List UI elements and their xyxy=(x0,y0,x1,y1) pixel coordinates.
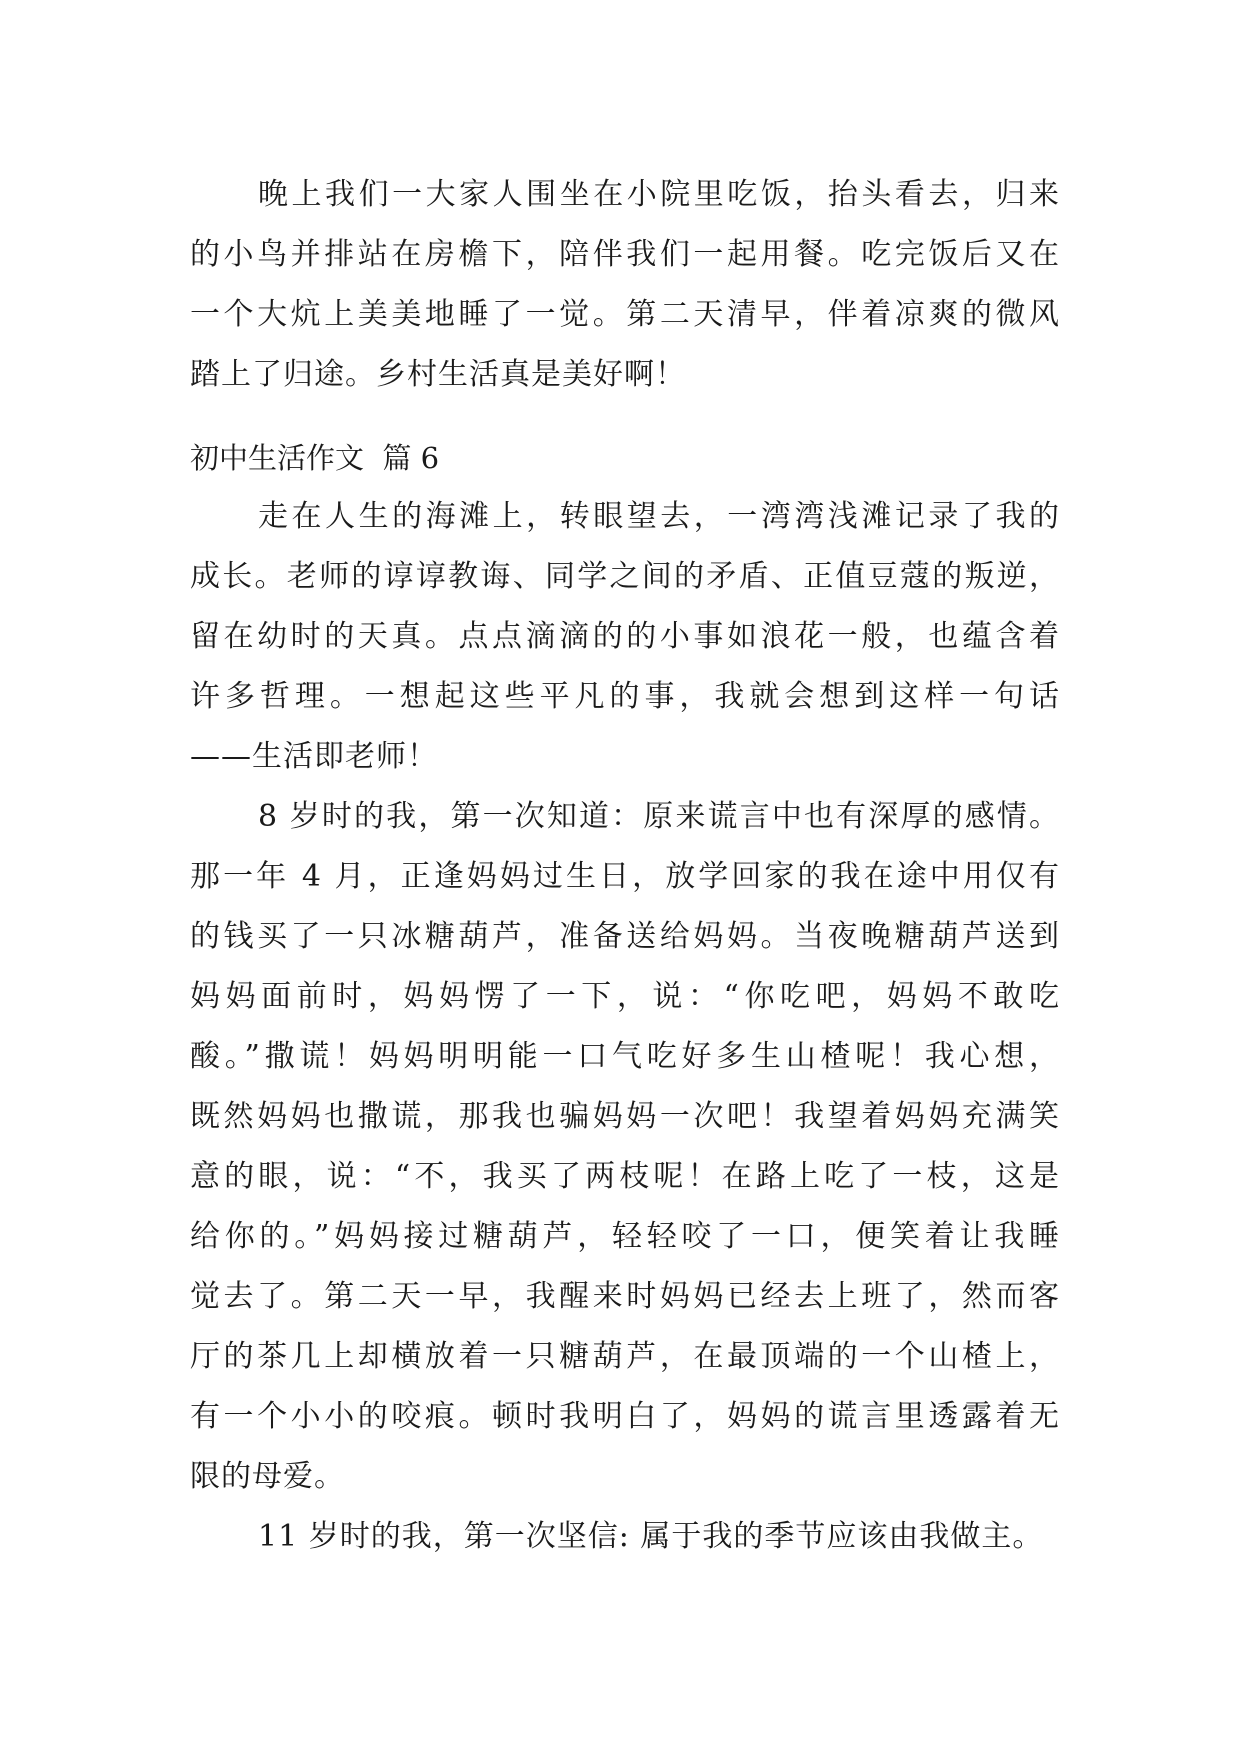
text-line: 那一年 4 月，正逢妈妈过生日，放学回家的我在途中用仅有 xyxy=(190,859,1060,894)
paragraph xyxy=(190,165,1060,405)
text-line: 11 岁时的我，第一次坚信: 属于我的季节应该由我做主。 xyxy=(258,1519,1044,1554)
text-line: 一个大炕上美美地睡了一觉。第二天清早，伴着凉爽的微风 xyxy=(190,297,1060,332)
text-line: 给你的。”妈妈接过糖葫芦，轻轻咬了一口，便笑着让我睡 xyxy=(190,1219,1060,1254)
paragraph xyxy=(190,487,1060,787)
text-line: 有一个小小的咬痕。顿时我明白了，妈妈的谎言里透露着无 xyxy=(190,1399,1060,1434)
text-line: ——生活即老师！ xyxy=(190,739,438,774)
paragraph xyxy=(190,1507,1060,1567)
text-line: 意的眼，说：“不，我买了两枝呢！在路上吃了一枝，这是 xyxy=(190,1159,1060,1194)
text-line: 走在人生的海滩上，转眼望去，一湾湾浅滩记录了我的 xyxy=(258,499,1060,534)
paragraph xyxy=(190,787,1060,1507)
text-line: 8 岁时的我，第一次知道：原来谎言中也有深厚的感情。 xyxy=(258,799,1060,834)
text-line: 厅的茶几上却横放着一只糖葫芦，在最顶端的一个山楂上， xyxy=(190,1339,1060,1374)
section-heading: 初中生活作文 篇 6 xyxy=(190,441,440,475)
section-gap xyxy=(190,405,1060,429)
text-line: 踏上了归途。乡村生活真是美好啊！ xyxy=(190,357,686,392)
text-line: 酸。”撒谎！妈妈明明能一口气吃好多生山楂呢！我心想， xyxy=(190,1039,1060,1074)
text-line: 觉去了。第二天一早，我醒来时妈妈已经去上班了，然而客 xyxy=(190,1279,1060,1314)
text-line: 晚上我们一大家人围坐在小院里吃饭，抬头看去，归来 xyxy=(258,177,1060,212)
text-line: 成长。老师的谆谆教诲、同学之间的矛盾、正值豆蔻的叛逆， xyxy=(190,559,1060,594)
text-line: 的小鸟并排站在房檐下，陪伴我们一起用餐。吃完饭后又在 xyxy=(190,237,1060,272)
text-line: 既然妈妈也撒谎，那我也骗妈妈一次吧！我望着妈妈充满笑 xyxy=(190,1099,1060,1134)
text-line: 留在幼时的天真。点点滴滴的的小事如浪花一般，也蕴含着 xyxy=(190,619,1060,654)
text-line: 限的母爱。 xyxy=(190,1459,345,1494)
text-line: 的钱买了一只冰糖葫芦，准备送给妈妈。当夜晚糖葫芦送到 xyxy=(190,919,1060,954)
document-body xyxy=(190,165,1060,1567)
text-line: 许多哲理。一想起这些平凡的事，我就会想到这样一句话 xyxy=(190,679,1060,714)
text-line: 妈妈面前时，妈妈愣了一下，说：“你吃吧，妈妈不敢吃 xyxy=(190,979,1060,1014)
